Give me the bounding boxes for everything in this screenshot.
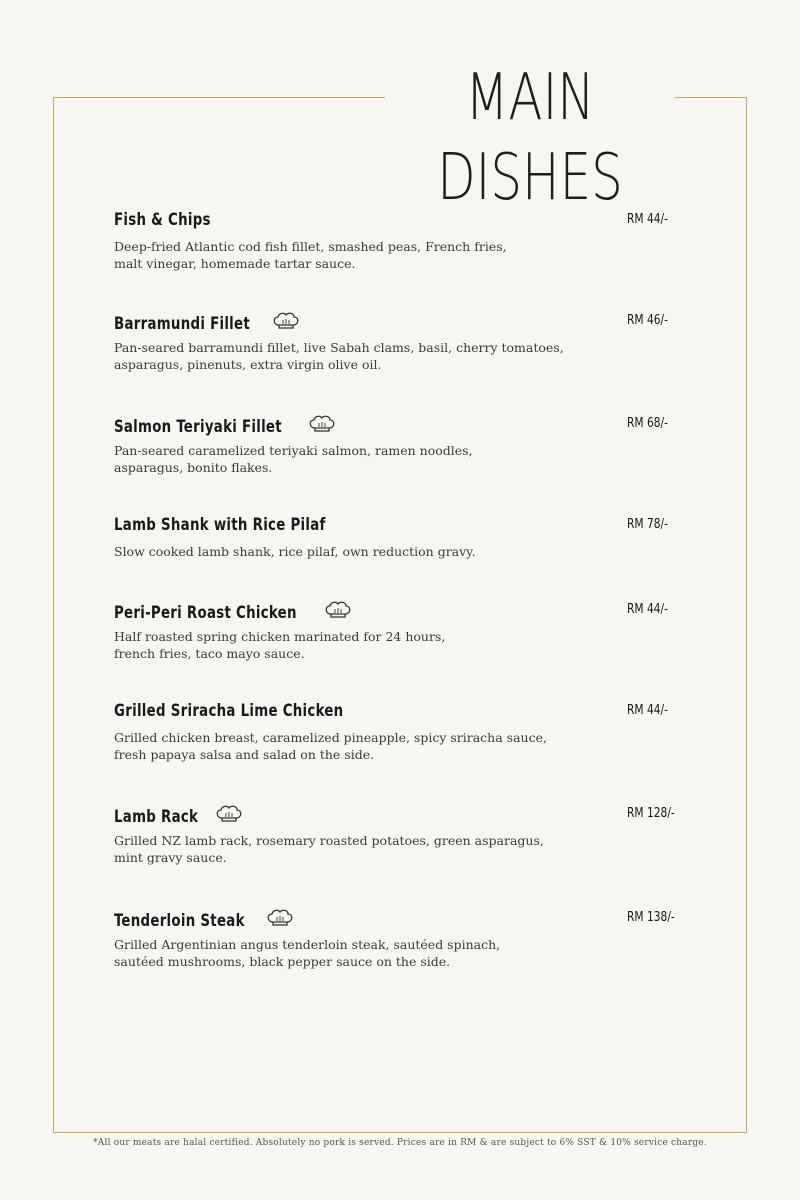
footer-note: *All our meats are halal certified. Absolutely no pork is served. Prices are in RM & are subject to 6% SST & 10% service charge. <box>93 1138 707 1148</box>
chef-hat-icon <box>308 414 336 434</box>
dish-name: Salmon Teriyaki Fillet <box>114 417 282 436</box>
dish-description: Grilled Argentinian angus tenderloin steak, sautéed spinach, sautéed mushrooms, black pepper sauce on the side. <box>114 937 501 969</box>
dish-price: RM 44/- <box>627 602 668 617</box>
dish-name: Lamb Rack <box>114 807 199 826</box>
dish-name: Peri-Peri Roast Chicken <box>114 603 297 622</box>
menu-item <box>114 515 694 560</box>
chef-hat-icon <box>272 311 300 331</box>
menu-item <box>114 600 694 662</box>
dish-price: RM 78/- <box>627 517 668 532</box>
menu-item <box>114 210 694 272</box>
dish-price: RM 44/- <box>627 212 668 227</box>
dish-description: Deep-fried Atlantic cod fish fillet, smashed peas, French fries, malt vinegar, homemade tartar sauce. <box>114 239 507 271</box>
dish-price: RM 46/- <box>627 313 668 328</box>
dish-description: Grilled NZ lamb rack, rosemary roasted potatoes, green asparagus, mint gravy sauce. <box>114 833 544 865</box>
dish-price: RM 68/- <box>627 416 668 431</box>
menu-item <box>114 908 694 970</box>
page-title: MAIN DISHES <box>385 58 675 138</box>
dish-name: Tenderloin Steak <box>114 911 245 930</box>
dish-description: Pan-seared caramelized teriyaki salmon, ramen noodles, asparagus, bonito flakes. <box>114 443 473 475</box>
menu-item <box>114 311 694 373</box>
dish-price: RM 138/- <box>627 910 675 925</box>
dish-price: RM 44/- <box>627 703 668 718</box>
menu-item <box>114 414 694 476</box>
dish-description: Pan-seared barramundi fillet, live Sabah clams, basil, cherry tomatoes, asparagus, pinenuts, extra virgin olive oil. <box>114 340 564 372</box>
dish-name: Fish & Chips <box>114 210 211 229</box>
menu-item <box>114 701 694 763</box>
dish-price: RM 128/- <box>627 806 675 821</box>
chef-hat-icon <box>266 908 294 928</box>
dish-description: Grilled chicken breast, caramelized pineapple, spicy sriracha sauce, fresh papaya salsa and salad on the side. <box>114 730 547 762</box>
chef-hat-icon <box>324 600 352 620</box>
dish-name: Lamb Shank with Rice Pilaf <box>114 515 326 534</box>
dish-name: Grilled Sriracha Lime Chicken <box>114 701 344 720</box>
chef-hat-icon <box>215 804 243 824</box>
dish-description: Slow cooked lamb shank, rice pilaf, own reduction gravy. <box>114 544 476 559</box>
dish-description: Half roasted spring chicken marinated for 24 hours, french fries, taco mayo sauce. <box>114 629 446 661</box>
menu-item <box>114 804 694 866</box>
dish-name: Barramundi Fillet <box>114 314 251 333</box>
